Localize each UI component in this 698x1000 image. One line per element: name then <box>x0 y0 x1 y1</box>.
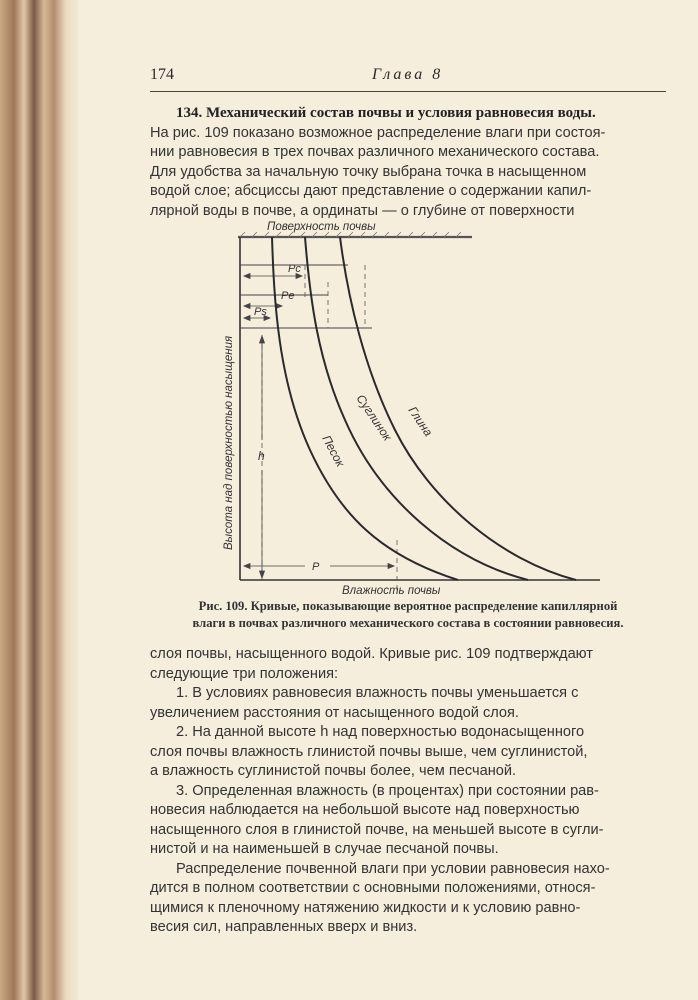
body-paragraphs <box>150 645 666 938</box>
caption-line: влаги в почвах различного механического состава в состоянии равновесия. <box>192 616 624 630</box>
text-line: следующие три положения: <box>150 665 339 682</box>
page-number: 174 <box>150 66 174 83</box>
x-axis-label: Влажность почвы <box>342 585 441 597</box>
marker-pc: Pc <box>288 263 301 275</box>
text-line: слоя почвы, насыщенного водой. Кривые рис. 109 подтверждают <box>150 646 593 662</box>
text-line: увеличением расстояния от насыщенного водой слоя. <box>150 704 519 721</box>
marker-p: P <box>312 561 320 573</box>
text-line: слоя почвы влажность глинистой почвы выше, чем суглинистой, <box>150 743 588 760</box>
text-line: 1. В условиях равновесия влажность почвы уменьшается с <box>176 685 579 701</box>
y-axis-label: Высота над поверхностью насыщения <box>223 335 235 550</box>
text-line: 3. Определенная влажность (в процентах) при состоянии рав- <box>176 782 599 799</box>
text-line: 2. На данной высоте h над поверхностью водонасыщенного <box>176 724 585 740</box>
text-line: весия сил, направленных вверх и вниз. <box>150 919 418 935</box>
text-line: Распределение почвенной влаги при условии равновесия нахо- <box>176 860 610 877</box>
marker-pe: Pe <box>281 290 295 302</box>
text-line: водой слое; абсциссы дают представление о содержании капил- <box>150 183 592 199</box>
text-line: а влажность суглинистой почвы более, чем песчаной. <box>150 763 517 779</box>
text-line: щимися к пленочному натяжению жидкости и к условию равно- <box>150 899 581 916</box>
text-line: Для удобства за начальную точку выбрана точка в насыщенном <box>150 163 587 180</box>
marker-h: h <box>258 449 265 463</box>
surface-label: Поверхность почвы <box>267 221 376 233</box>
chapter-heading: Глава 8 <box>372 66 444 83</box>
curve-label-loam: Суглинок <box>353 391 395 444</box>
text-line: На рис. 109 показано возможное распределение влаги при состоя- <box>150 124 606 141</box>
section-title: 134. Механический состав почвы и условия равновесия воды. <box>176 105 596 121</box>
curve-label-clay: Глина <box>405 403 436 439</box>
text-line: нистой и на наименьшей в случае песчаной почвы. <box>150 841 499 857</box>
curve-label-sand: Песок <box>319 432 348 470</box>
figure-caption <box>160 598 656 632</box>
text-line: насыщенного слоя в глинистой почве, на меньшей высоте в сугли- <box>150 821 604 838</box>
caption-line: Рис. 109. Кривые, показывающие вероятное распределение капиллярной <box>198 599 618 613</box>
text-line: лярной воды в почве, а ординаты — о глубине от поверхности <box>150 202 575 219</box>
marker-ps: Ps <box>254 306 267 318</box>
text-line: дится в полном соответствии с основными положениями, относя- <box>150 880 596 896</box>
text-line: новесия наблюдается на небольшой высоте над поверхностью <box>150 802 580 818</box>
text-line: нии равновесия в трех почвах различного механического состава. <box>150 144 600 160</box>
